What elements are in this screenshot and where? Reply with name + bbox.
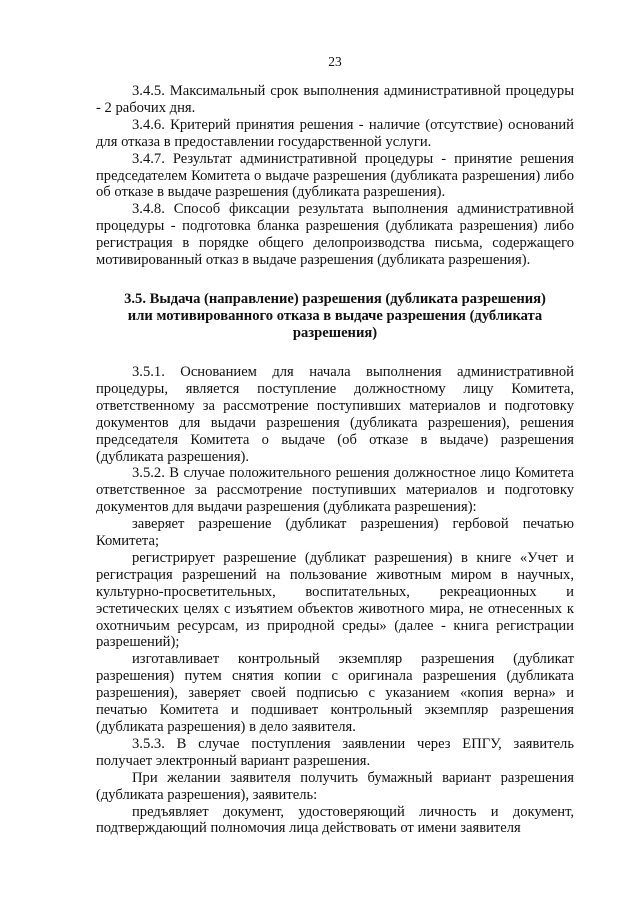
paragraph-control-copy: изготавливает контрольный экземпляр разрешения (дубликат разрешения) путем снятия копии с оригинала разрешения (дубликата разрешения), заверяет своей подписью с указанием «копия верна» и печатью Комитета и подшивает контрольный экземпляр разрешения (дубликата разрешения) в дело заявителя. bbox=[96, 651, 574, 735]
paragraph-3-4-7: 3.4.7. Результат административной процедуры - принятие решения председателем Комитета о выдаче разрешения (дубликата разрешения) либо об отказе в выдаче разрешения (дубликата разрешения). bbox=[96, 150, 574, 201]
paragraph-paper-version: При желании заявителя получить бумажный вариант разрешения (дубликата разрешения), заявитель: bbox=[96, 769, 574, 803]
paragraph-3-4-8: 3.4.8. Способ фиксации результата выполнения административной процедуры - подготовка бланка разрешения (дубликата разрешения) либо регистрация в порядке общего делопроизводства письма, содержащего мотивированный отказ в выдаче разрешения (дубликата разрешения). bbox=[96, 201, 574, 269]
section-heading-3-5: 3.5. Выдача (направление) разрешения (дубликата разрешения) или мотивированного отказа в выдаче разрешения (дубликата разрешения) bbox=[124, 290, 546, 341]
paragraph-3-5-1: 3.5.1. Основанием для начала выполнения административной процедуры, является поступление должностному лицу Комитета, ответственному за рассмотрение поступивших материалов и подготовку документов для выдачи разрешения (дубликата разрешения), решения председателя Комитета о выдаче (об отказе в выдаче) разрешения (дубликата разрешения). bbox=[96, 363, 574, 465]
paragraph-3-5-2: 3.5.2. В случае положительного решения должностное лицо Комитета ответственное за рассмотрение поступивших материалов и подготовку документов для выдачи разрешения (дубликата разрешения): bbox=[96, 465, 574, 516]
paragraph-3-4-5: 3.4.5. Максимальный срок выполнения административной процедуры - 2 рабочих дня. bbox=[96, 83, 574, 116]
paragraph-present-document: предъявляет документ, удостоверяющий личность и документ, подтверждающий полномочия лица действовать от имени заявителя bbox=[96, 803, 574, 837]
document-content bbox=[96, 83, 574, 837]
paragraph-3-4-6: 3.4.6. Критерий принятия решения - наличие (отсутствие) оснований для отказа в предоставлении государственной услуги. bbox=[96, 116, 574, 150]
paragraph-register: регистрирует разрешение (дубликат разрешения) в книге «Учет и регистрация разрешений на пользование животным миром в научных, культурно-просветительных, воспитательных, рекреационных и эстетических целях с изъятием объектов животного мира, не отнесенных к охотничьим ресурсам, из природной среды» (далее - книга регистрации разрешений); bbox=[96, 549, 574, 651]
paragraph-3-5-3: 3.5.3. В случае поступления заявлении через ЕПГУ, заявитель получает электронный вариант разрешения. bbox=[96, 735, 574, 769]
paragraph-stamp: заверяет разрешение (дубликат разрешения) гербовой печатью Комитета; bbox=[96, 516, 574, 550]
page-number: 23 bbox=[328, 54, 342, 69]
